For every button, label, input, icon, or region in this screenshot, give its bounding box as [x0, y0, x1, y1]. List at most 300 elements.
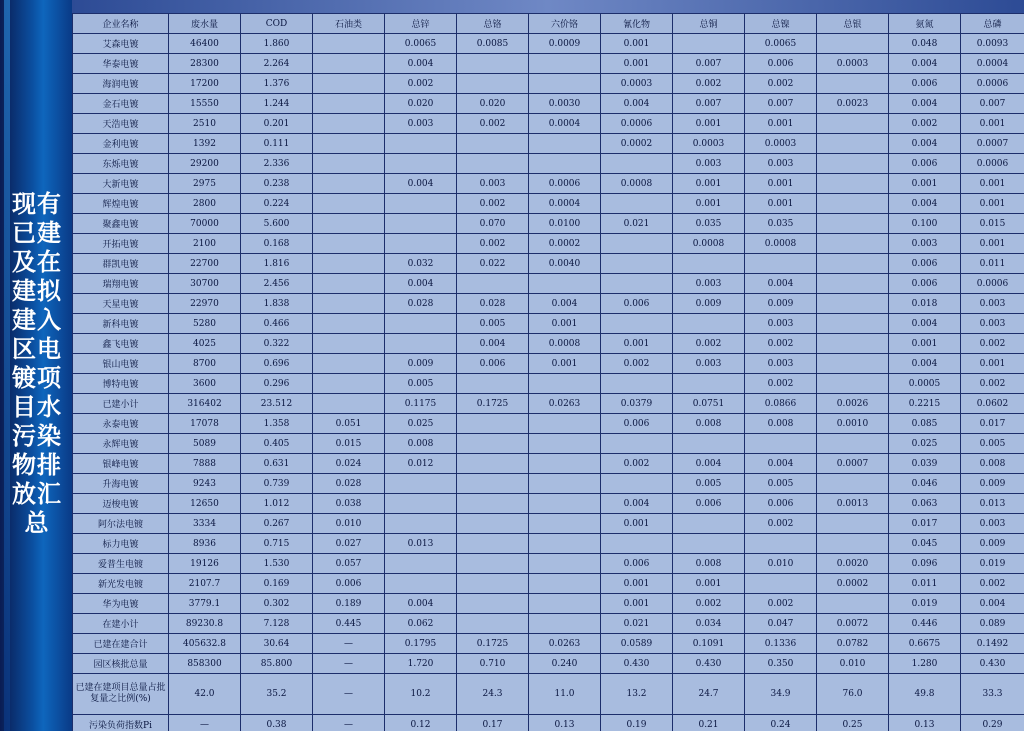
table-row — [73, 314, 1024, 334]
table-cell: 0.302 — [241, 594, 313, 614]
table-cell: 2510 — [169, 114, 241, 134]
row-label-cell: 天浩电镀 — [73, 114, 169, 134]
table-cell: 0.0751 — [673, 394, 745, 414]
table-cell: 0.062 — [385, 614, 457, 634]
table-row — [73, 594, 1024, 614]
table-cell — [457, 494, 529, 514]
table-cell: 0.0004 — [961, 54, 1024, 74]
table-cell: 2.336 — [241, 154, 313, 174]
table-cell: 0.001 — [601, 34, 673, 54]
table-cell: 0.296 — [241, 374, 313, 394]
table-cell: 0.005 — [961, 434, 1024, 454]
table-cell — [313, 174, 385, 194]
table-cell — [817, 214, 889, 234]
table-cell — [601, 474, 673, 494]
table-cell — [457, 514, 529, 534]
table-cell: 0.0006 — [961, 274, 1024, 294]
table-cell — [529, 454, 601, 474]
row-label-cell: 艾森电镀 — [73, 34, 169, 54]
table-cell: 19126 — [169, 554, 241, 574]
row-label-cell: 园区核批总量 — [73, 654, 169, 674]
table-cell: 0.004 — [889, 194, 961, 214]
table-cell — [457, 474, 529, 494]
table-cell: 0.0100 — [529, 214, 601, 234]
table-cell — [457, 274, 529, 294]
table-row — [73, 34, 1024, 54]
table-cell: 0.1175 — [385, 394, 457, 414]
table-row — [73, 554, 1024, 574]
table-cell — [817, 114, 889, 134]
row-label-cell: 迈梭电镀 — [73, 494, 169, 514]
table-cell — [313, 394, 385, 414]
table-cell: 0.003 — [961, 514, 1024, 534]
table-cell: 0.004 — [601, 94, 673, 114]
table-cell: 0.032 — [385, 254, 457, 274]
table-cell: 9243 — [169, 474, 241, 494]
table-cell: 0.001 — [961, 354, 1024, 374]
table-cell: 0.002 — [601, 454, 673, 474]
table-cell: 0.0006 — [961, 74, 1024, 94]
table-cell: 0.006 — [889, 154, 961, 174]
table-cell: 5.600 — [241, 214, 313, 234]
table-cell: 12650 — [169, 494, 241, 514]
table-row — [73, 715, 1024, 731]
table-cell — [817, 314, 889, 334]
row-label-cell: 天星电镀 — [73, 294, 169, 314]
table-cell — [313, 114, 385, 134]
table-cell: 0.034 — [673, 614, 745, 634]
row-label-cell: 标力电镀 — [73, 534, 169, 554]
table-cell: 0.047 — [745, 614, 817, 634]
table-cell: 0.006 — [601, 294, 673, 314]
table-cell — [817, 294, 889, 314]
emissions-table — [72, 13, 1024, 731]
table-cell: 0.025 — [385, 414, 457, 434]
table-cell: 0.29 — [961, 715, 1024, 731]
column-header: 氰化物 — [601, 14, 673, 34]
table-cell: 0.038 — [313, 494, 385, 514]
header-row — [73, 14, 1024, 34]
table-cell: 0.096 — [889, 554, 961, 574]
table-cell: 0.0002 — [817, 574, 889, 594]
row-label-cell: 博特电镀 — [73, 374, 169, 394]
table-cell — [313, 54, 385, 74]
table-cell: 30700 — [169, 274, 241, 294]
row-label-cell: 华泰电镀 — [73, 54, 169, 74]
table-cell: 1.376 — [241, 74, 313, 94]
table-cell: 0.24 — [745, 715, 817, 731]
table-cell — [313, 294, 385, 314]
table-cell: 0.001 — [745, 174, 817, 194]
table-cell: 0.006 — [601, 414, 673, 434]
table-cell — [385, 214, 457, 234]
table-cell: 0.430 — [961, 654, 1024, 674]
table-cell: 0.001 — [601, 574, 673, 594]
table-cell — [313, 234, 385, 254]
table-cell: 1.358 — [241, 414, 313, 434]
table-cell: 0.001 — [601, 594, 673, 614]
table-cell: 0.25 — [817, 715, 889, 731]
table-cell: 0.1091 — [673, 634, 745, 654]
table-cell: 7.128 — [241, 614, 313, 634]
table-cell: 0.002 — [889, 114, 961, 134]
table-cell — [529, 614, 601, 634]
table-cell — [385, 194, 457, 214]
column-header: 企业名称 — [73, 14, 169, 34]
table-cell — [817, 514, 889, 534]
row-label-cell: 阿尔法电镀 — [73, 514, 169, 534]
table-cell: 0.0008 — [745, 234, 817, 254]
table-cell: 5280 — [169, 314, 241, 334]
table-cell — [457, 374, 529, 394]
table-cell: 0.001 — [961, 174, 1024, 194]
table-cell: 0.002 — [961, 334, 1024, 354]
table-cell: 0.21 — [673, 715, 745, 731]
table-cell: 0.002 — [961, 574, 1024, 594]
table-cell — [673, 374, 745, 394]
table-row — [73, 74, 1024, 94]
table-cell — [313, 194, 385, 214]
table-cell — [529, 374, 601, 394]
table-cell: 0.003 — [745, 154, 817, 174]
table-row — [73, 514, 1024, 534]
table-cell — [385, 494, 457, 514]
row-label-cell: 爱普生电镀 — [73, 554, 169, 574]
table-cell: 0.004 — [385, 594, 457, 614]
table-cell — [457, 154, 529, 174]
table-cell — [529, 474, 601, 494]
table-cell: 0.003 — [745, 314, 817, 334]
table-cell: 15550 — [169, 94, 241, 114]
table-cell: 0.0379 — [601, 394, 673, 414]
table-cell: 0.0006 — [961, 154, 1024, 174]
table-cell — [817, 594, 889, 614]
table-cell: 0.0782 — [817, 634, 889, 654]
table-cell: 0.045 — [889, 534, 961, 554]
table-cell: 0.002 — [457, 114, 529, 134]
table-cell — [457, 534, 529, 554]
row-label-cell: 新科电镀 — [73, 314, 169, 334]
table-cell: 0.004 — [529, 294, 601, 314]
table-cell: 0.006 — [889, 274, 961, 294]
table-cell: 33.3 — [961, 674, 1024, 715]
table-cell — [313, 34, 385, 54]
table-cell: 42.0 — [169, 674, 241, 715]
table-cell — [529, 434, 601, 454]
table-cell — [529, 554, 601, 574]
table-cell: 0.024 — [313, 454, 385, 474]
table-cell: 0.006 — [889, 254, 961, 274]
table-cell: 0.0030 — [529, 94, 601, 114]
table-row — [73, 434, 1024, 454]
table-cell — [529, 74, 601, 94]
table-cell: — — [313, 715, 385, 731]
table-cell: 0.003 — [889, 234, 961, 254]
row-label-cell: 辉煌电镀 — [73, 194, 169, 214]
table-cell — [601, 194, 673, 214]
table-cell: 0.007 — [673, 94, 745, 114]
table-cell: 1392 — [169, 134, 241, 154]
table-cell: 0.446 — [889, 614, 961, 634]
table-cell: 0.005 — [673, 474, 745, 494]
table-cell: 0.003 — [961, 294, 1024, 314]
table-cell: 22970 — [169, 294, 241, 314]
table-cell — [313, 314, 385, 334]
table-cell: 0.445 — [313, 614, 385, 634]
row-label-cell: 污染负荷指数Pi — [73, 715, 169, 731]
row-label-cell: 聚鑫电镀 — [73, 214, 169, 234]
column-header: 总铜 — [673, 14, 745, 34]
table-cell — [673, 434, 745, 454]
table-row — [73, 254, 1024, 274]
table-cell: 0.002 — [673, 594, 745, 614]
row-label-cell: 银山电镀 — [73, 354, 169, 374]
table-cell: 0.021 — [601, 214, 673, 234]
table-cell — [601, 314, 673, 334]
table-row — [73, 354, 1024, 374]
table-cell: 11.0 — [529, 674, 601, 715]
table-cell: 0.001 — [673, 574, 745, 594]
table-cell — [385, 574, 457, 594]
table-cell: 5089 — [169, 434, 241, 454]
table-cell: 0.430 — [673, 654, 745, 674]
table-cell: 0.0072 — [817, 614, 889, 634]
table-cell: 0.004 — [457, 334, 529, 354]
table-cell: 2.264 — [241, 54, 313, 74]
table-cell — [529, 54, 601, 74]
table-cell: 0.006 — [601, 554, 673, 574]
table-cell — [673, 314, 745, 334]
table-cell: 0.008 — [745, 414, 817, 434]
table-cell: 0.009 — [961, 534, 1024, 554]
table-cell: 0.028 — [385, 294, 457, 314]
table-cell: 1.860 — [241, 34, 313, 54]
table-cell — [745, 254, 817, 274]
table-cell — [673, 514, 745, 534]
row-label-cell: 海润电镀 — [73, 74, 169, 94]
table-row — [73, 414, 1024, 434]
table-cell: 0.007 — [961, 94, 1024, 114]
table-cell — [673, 34, 745, 54]
table-cell: 0.0026 — [817, 394, 889, 414]
table-cell: 0.002 — [745, 514, 817, 534]
table-cell — [457, 414, 529, 434]
table-cell: 0.0010 — [817, 414, 889, 434]
table-cell: 0.001 — [601, 334, 673, 354]
table-row — [73, 394, 1024, 414]
table-row — [73, 214, 1024, 234]
table-cell: 0.001 — [961, 194, 1024, 214]
table-cell — [385, 234, 457, 254]
table-cell: 0.001 — [889, 174, 961, 194]
table-cell: 0.168 — [241, 234, 313, 254]
table-cell: 0.006 — [313, 574, 385, 594]
table-cell: 405632.8 — [169, 634, 241, 654]
table-cell: 22700 — [169, 254, 241, 274]
table-cell — [817, 234, 889, 254]
column-header: 氨氮 — [889, 14, 961, 34]
table-cell: 0.027 — [313, 534, 385, 554]
table-cell: 316402 — [169, 394, 241, 414]
table-cell: 0.020 — [385, 94, 457, 114]
table-cell: 0.0589 — [601, 634, 673, 654]
row-label-cell: 鑫飞电镀 — [73, 334, 169, 354]
table-cell: 0.002 — [745, 374, 817, 394]
row-label-cell: 瑞翔电镀 — [73, 274, 169, 294]
table-cell: 0.003 — [961, 314, 1024, 334]
table-cell: — — [313, 674, 385, 715]
table-cell: 0.0008 — [601, 174, 673, 194]
table-cell: 0.006 — [457, 354, 529, 374]
table-cell: 0.009 — [673, 294, 745, 314]
table-cell — [745, 534, 817, 554]
table-cell: 0.004 — [745, 274, 817, 294]
table-cell: 0.006 — [745, 494, 817, 514]
table-cell: 0.008 — [673, 414, 745, 434]
table-cell: 1.012 — [241, 494, 313, 514]
table-cell: 0.013 — [961, 494, 1024, 514]
table-cell: 0.100 — [889, 214, 961, 234]
table-cell: 0.004 — [673, 454, 745, 474]
row-label-cell: 在建小计 — [73, 614, 169, 634]
table-cell — [817, 34, 889, 54]
top-band — [72, 0, 1024, 13]
table-cell: 0.002 — [673, 334, 745, 354]
column-header: 六价铬 — [529, 14, 601, 34]
row-label-cell: 东烁电镀 — [73, 154, 169, 174]
table-cell: 0.019 — [961, 554, 1024, 574]
column-header: 总磷 — [961, 14, 1024, 34]
table-row — [73, 674, 1024, 715]
table-cell: 0.003 — [673, 354, 745, 374]
table-cell — [385, 474, 457, 494]
table-row — [73, 174, 1024, 194]
table-cell: 0.002 — [601, 354, 673, 374]
table-cell: 0.240 — [529, 654, 601, 674]
table-cell: 0.004 — [889, 94, 961, 114]
table-cell: 0.004 — [889, 54, 961, 74]
table-cell: 0.0263 — [529, 394, 601, 414]
table-cell — [529, 594, 601, 614]
table-cell: 1.838 — [241, 294, 313, 314]
table-cell — [601, 534, 673, 554]
table-cell: 3779.1 — [169, 594, 241, 614]
table-cell — [817, 254, 889, 274]
table-cell: 0.169 — [241, 574, 313, 594]
table-cell: 0.0002 — [529, 234, 601, 254]
table-cell — [817, 174, 889, 194]
table-cell: 0.004 — [889, 354, 961, 374]
data-table-container — [72, 13, 1024, 731]
table-row — [73, 334, 1024, 354]
table-cell — [529, 414, 601, 434]
table-cell: 0.001 — [745, 114, 817, 134]
table-cell: 0.002 — [385, 74, 457, 94]
table-cell — [673, 254, 745, 274]
table-cell — [313, 374, 385, 394]
column-header: 废水量 — [169, 14, 241, 34]
table-cell: 1.720 — [385, 654, 457, 674]
table-cell: 0.007 — [745, 94, 817, 114]
table-cell — [385, 134, 457, 154]
table-body — [73, 34, 1024, 731]
table-cell: 0.0006 — [601, 114, 673, 134]
table-cell — [817, 434, 889, 454]
table-cell: 0.039 — [889, 454, 961, 474]
table-cell: 10.2 — [385, 674, 457, 715]
table-cell: 0.013 — [385, 534, 457, 554]
table-cell — [313, 334, 385, 354]
table-cell: 0.0005 — [889, 374, 961, 394]
table-cell: 0.0003 — [673, 134, 745, 154]
row-label-cell: 银峰电镀 — [73, 454, 169, 474]
table-cell: 0.0866 — [745, 394, 817, 414]
table-cell: 0.322 — [241, 334, 313, 354]
table-cell — [529, 274, 601, 294]
table-cell: 0.739 — [241, 474, 313, 494]
table-cell: 0.0065 — [745, 34, 817, 54]
table-cell — [385, 554, 457, 574]
table-cell: 2800 — [169, 194, 241, 214]
table-cell: 0.0003 — [745, 134, 817, 154]
table-cell — [313, 354, 385, 374]
table-cell — [457, 554, 529, 574]
table-row — [73, 134, 1024, 154]
column-header: 总铬 — [457, 14, 529, 34]
table-cell — [313, 254, 385, 274]
column-header: 总镍 — [745, 14, 817, 34]
table-cell: 0.001 — [889, 334, 961, 354]
row-label-cell: 升海电镀 — [73, 474, 169, 494]
table-cell — [817, 194, 889, 214]
table-cell: 0.001 — [745, 194, 817, 214]
table-cell: 0.1492 — [961, 634, 1024, 654]
table-row — [73, 474, 1024, 494]
table-cell: 24.7 — [673, 674, 745, 715]
table-cell: 0.051 — [313, 414, 385, 434]
table-cell — [601, 154, 673, 174]
table-cell: 0.085 — [889, 414, 961, 434]
table-cell — [313, 214, 385, 234]
table-cell: 1.280 — [889, 654, 961, 674]
table-cell: 0.0008 — [673, 234, 745, 254]
table-cell: 0.0007 — [961, 134, 1024, 154]
table-row — [73, 574, 1024, 594]
table-row — [73, 614, 1024, 634]
table-cell — [529, 494, 601, 514]
table-row — [73, 274, 1024, 294]
column-header: 总银 — [817, 14, 889, 34]
table-cell: 0.17 — [457, 715, 529, 731]
table-cell: 0.019 — [889, 594, 961, 614]
table-cell — [313, 274, 385, 294]
table-row — [73, 494, 1024, 514]
table-cell: 0.001 — [529, 354, 601, 374]
row-label-cell: 金利电镀 — [73, 134, 169, 154]
table-cell: 0.015 — [961, 214, 1024, 234]
table-cell: 0.028 — [457, 294, 529, 314]
table-cell: 0.003 — [673, 274, 745, 294]
table-cell: 0.12 — [385, 715, 457, 731]
table-cell: 0.631 — [241, 454, 313, 474]
table-cell: 0.057 — [313, 554, 385, 574]
row-label-cell: 开拓电镀 — [73, 234, 169, 254]
table-cell: 3334 — [169, 514, 241, 534]
table-cell: 0.005 — [745, 474, 817, 494]
table-cell: 0.009 — [745, 294, 817, 314]
column-header: 石油类 — [313, 14, 385, 34]
table-cell: 0.004 — [889, 134, 961, 154]
